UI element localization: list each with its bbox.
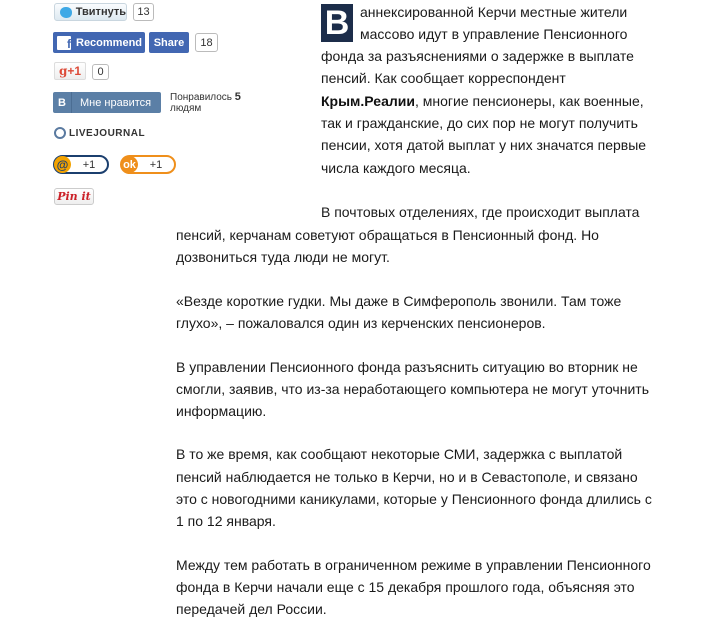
- paragraph-line: В то же время, как сообщают некоторые СМИ, задержка с выплатой: [176, 446, 623, 462]
- source-link[interactable]: Крым.Реалии: [321, 93, 415, 109]
- article-intro-line: массово идут в управление Пенсионного: [360, 26, 628, 42]
- facebook-f-icon: f: [57, 36, 71, 50]
- article-intro-line: так и гражданские, до сих пор не могут получить: [321, 115, 638, 131]
- vk-liked-prefix: Понравилось: [170, 92, 233, 103]
- paragraph-line: информацию.: [176, 403, 267, 419]
- facebook-count: 18: [195, 33, 218, 52]
- article-intro-text: , многие пенсионеры, как военные,: [414, 93, 644, 109]
- vk-like-button[interactable]: [53, 92, 161, 113]
- facebook-share-button[interactable]: Share: [149, 32, 189, 53]
- gplus-button[interactable]: [54, 62, 86, 80]
- twitter-tweet-label: Твитнуть: [75, 6, 126, 18]
- paragraph-line: смогли, заявив, что из-за неработающего компьютера не могут уточнить: [176, 381, 649, 397]
- paragraph-line: фонда в Керчи начали еще с 15 декабря прошлого года, объясняя это: [176, 579, 635, 595]
- livejournal-label: LIVEJOURNAL: [69, 127, 146, 139]
- mail-plus-label: +1: [82, 158, 96, 171]
- odnoklassniki-icon: ok: [121, 156, 138, 173]
- ok-share-button[interactable]: [120, 155, 176, 174]
- gplus-g-icon: g: [58, 64, 68, 78]
- ok-plus-label: +1: [149, 158, 163, 171]
- article-intro-line: фонда за разъяснениями о задержке в выплате: [321, 48, 634, 64]
- facebook-recommend-label: Recommend: [76, 36, 143, 49]
- mail-share-button[interactable]: [53, 155, 109, 174]
- facebook-recommend-button[interactable]: [53, 32, 145, 53]
- livejournal-button[interactable]: [54, 125, 145, 141]
- mail-at-icon: @: [54, 156, 71, 173]
- paragraph-line: дозвониться туда люди не могут.: [176, 249, 390, 265]
- paragraph-line: В управлении Пенсионного фонда разъяснить ситуацию во вторник не: [176, 359, 638, 375]
- paragraph-line: пенсий, керчанам советуют обращаться в Пенсионный фонд. Но: [176, 227, 599, 243]
- gplus-label: +1: [67, 64, 82, 78]
- paragraph-line: глухо», – пожаловался один из керченских пенсионеров.: [176, 315, 546, 331]
- article-dropcap: В: [321, 4, 353, 42]
- article-intro-line: [321, 90, 644, 113]
- vk-logo-icon: В: [53, 92, 72, 113]
- paragraph-line: «Везде короткие гудки. Мы даже в Симферополь звонили. Там тоже: [176, 293, 622, 309]
- livejournal-icon: [54, 127, 66, 139]
- paragraph-line: пенсий наблюдается не только в Керчи, но и в Севастополе, и связано: [176, 469, 638, 485]
- pinterest-pin-button[interactable]: Pin it: [54, 188, 94, 205]
- article-intro-line: аннексированной Керчи местные жители: [360, 4, 628, 20]
- twitter-bird-icon: [60, 7, 72, 18]
- article-intro-line: пенсии, хотя датой выплат у них значатся первые: [321, 137, 647, 153]
- article-intro-line: числа каждого месяца.: [321, 160, 471, 176]
- paragraph-line: 1 по 12 января.: [176, 513, 276, 529]
- paragraph-line: В почтовых отделениях, где происходит выплата: [321, 204, 640, 220]
- paragraph-line: это с новогодними каникулами, которые у Пенсионного фонда длились с: [176, 491, 652, 507]
- vk-liked-text: [170, 92, 260, 114]
- vk-liked-count: 5: [234, 91, 241, 103]
- gplus-count: 0: [92, 64, 109, 80]
- twitter-count: 13: [133, 3, 154, 21]
- vk-liked-suffix: людям: [170, 103, 202, 114]
- article-intro-line: пенсий. Как сообщает корреспондент: [321, 70, 566, 86]
- paragraph-line: Между тем работать в ограниченном режиме в управлении Пенсионного: [176, 557, 651, 573]
- vk-like-label: Мне нравится: [80, 96, 152, 109]
- twitter-tweet-button[interactable]: [54, 3, 127, 21]
- paragraph-line: передачей дел России.: [176, 601, 327, 617]
